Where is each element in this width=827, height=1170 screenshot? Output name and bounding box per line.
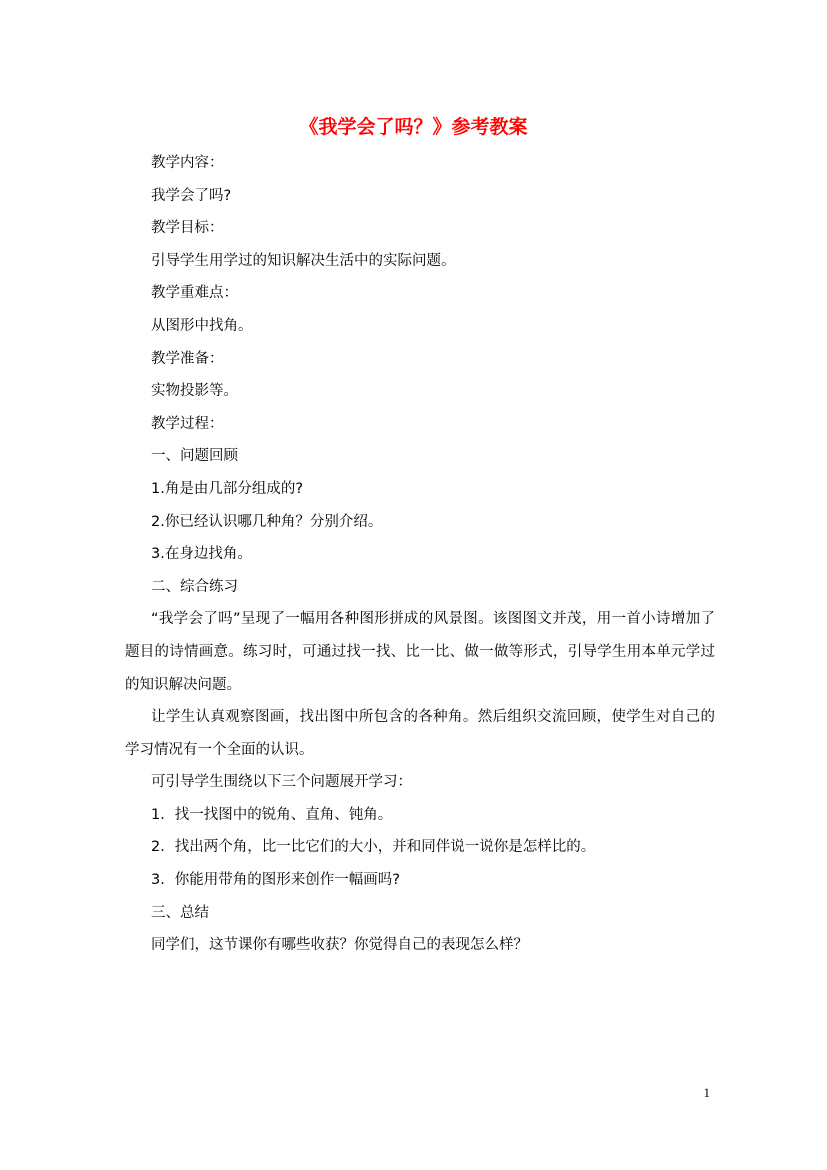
paragraph: 让学生认真观察图画，找出图中所包含的各种角。然后组织交流回顾，使学生对自己的学习情况有一个全面的认识。 — [125, 709, 715, 758]
list-item: 2.你已经认识哪几种角？分别介绍。 — [151, 513, 383, 530]
list-item: 1.角是由几部分组成的? — [151, 480, 304, 497]
paragraph: 同学们，这节课你有哪些收获？你觉得自己的表现怎么样？ — [151, 937, 528, 954]
section-heading: 三、总结 — [151, 904, 209, 921]
paragraph: 教学准备： — [151, 350, 224, 367]
document-body — [125, 147, 715, 962]
paragraph: 实物投影等。 — [151, 383, 238, 400]
paragraph: 从图形中找角。 — [151, 317, 253, 334]
list-item: 3．你能用带角的图形来创作一幅画吗? — [151, 872, 400, 889]
section-heading: 二、综合练习 — [151, 578, 238, 595]
paragraph: 教学过程： — [151, 415, 224, 432]
paragraph: 教学目标： — [151, 220, 224, 237]
paragraph: 教学重难点： — [151, 285, 238, 302]
paragraph: “我学会了吗”呈现了一幅用各种图形拼成的风景图。该图图文并茂，用一首小诗增加了题目的诗情画意。练习时，可通过找一找、比一比、做一做等形式，引导学生用本单元学过的知识解决问题。 — [125, 611, 715, 693]
page-number: 1 — [703, 1085, 710, 1100]
list-item: 3.在身边找角。 — [151, 546, 252, 563]
paragraph: 可引导学生围绕以下三个问题展开学习： — [151, 774, 412, 791]
section-heading: 一、问题回顾 — [151, 448, 238, 465]
list-item: 2．找出两个角，比一比它们的大小，并和同伴说一说你是怎样比的。 — [151, 839, 596, 856]
paragraph: 引导学生用学过的知识解决生活中的实际问题。 — [151, 252, 456, 269]
document-title: 《我学会了吗？》参考教案 — [299, 116, 528, 138]
paragraph: 我学会了吗? — [151, 187, 232, 204]
paragraph: 教学内容： — [151, 155, 224, 171]
list-item: 1．找一找图中的锐角、直角、钝角。 — [151, 806, 393, 823]
